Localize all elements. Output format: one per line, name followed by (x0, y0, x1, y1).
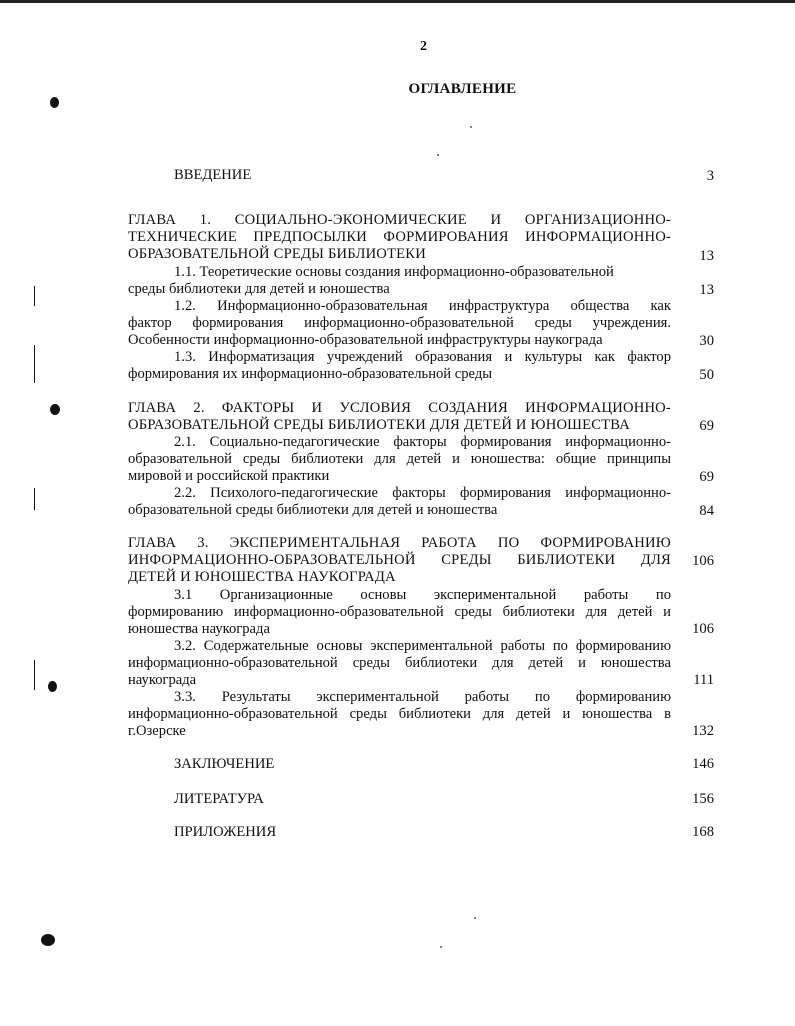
toc-entry-introduction (174, 167, 574, 184)
toc-entry-label: ЗАКЛЮЧЕНИЕ (174, 756, 275, 772)
toc-entry-label: ПРИЛОЖЕНИЯ (174, 824, 277, 840)
section-title-line: информационно-образовательной среды библиотеки для детей и юношества (128, 655, 671, 671)
punch-hole-mark (50, 97, 59, 108)
toc-section-3-3 (128, 689, 671, 740)
toc-entry-label: ВВЕДЕНИЕ (174, 167, 252, 183)
toc-page-number: 30 (699, 333, 714, 349)
section-title-line: 1.3. Информатизация учреждений образования и культуры как фактор (174, 349, 671, 365)
toc-entry-literature (174, 791, 574, 808)
section-title-line: 2.2. Психолого-педагогические факторы формирования информационно- (174, 485, 671, 501)
scan-line-mark (34, 488, 35, 510)
section-title-line: Особенности информационно-образовательной инфраструктуры наукограда (128, 332, 603, 348)
section-title-line: формирования их информационно-образовательной среды (128, 366, 493, 382)
toc-page-number: 168 (692, 824, 714, 840)
chapter-title-line: ГЛАВА 2. ФАКТОРЫ И УСЛОВИЯ СОЗДАНИЯ ИНФОРМАЦИОННО- (128, 400, 671, 416)
toc-section-1-2 (128, 298, 671, 349)
section-title-line: мировой и российской практики (128, 468, 330, 484)
section-title-line: информационно-образовательной среды библиотеки для детей и юношества в (128, 706, 671, 722)
scan-speck (474, 917, 476, 919)
toc-chapter-3 (128, 535, 671, 586)
section-title-line: 3.3. Результаты экспериментальной работы по формированию (174, 689, 671, 705)
toc-page-number: 13 (699, 248, 714, 264)
toc-section-2-1 (128, 434, 671, 485)
section-title-line: формированию информационно-образовательной среды библиотеки для детей и (128, 604, 671, 620)
scan-line-mark (34, 286, 35, 306)
top-rule (0, 0, 795, 3)
chapter-title-line: ТЕХНИЧЕСКИЕ ПРЕДПОСЫЛКИ ФОРМИРОВАНИЯ ИНФОРМАЦИОННО- (128, 229, 671, 245)
toc-entry-appendices (174, 824, 574, 841)
toc-page-number: 84 (699, 503, 714, 519)
toc-page-number: 50 (699, 367, 714, 383)
toc-section-3-1 (128, 587, 671, 638)
toc-section-2-2 (128, 485, 671, 519)
chapter-title-line: ИНФОРМАЦИОННО-ОБРАЗОВАТЕЛЬНОЙ СРЕДЫ БИБЛИОТЕКИ ДЛЯ (128, 552, 671, 568)
toc-section-1-3 (128, 349, 671, 383)
section-title-line: 1.2. Информационно-образовательная инфраструктура общества как (174, 298, 671, 314)
toc-chapter-2 (128, 400, 671, 434)
chapter-title-line: ОБРАЗОВАТЕЛЬНОЙ СРЕДЫ БИБЛИОТЕКИ ДЛЯ ДЕТЕЙ И ЮНОШЕСТВА (128, 417, 631, 433)
scan-line-mark (34, 345, 35, 383)
chapter-title-line: ГЛАВА 3. ЭКСПЕРИМЕНТАЛЬНАЯ РАБОТА ПО ФОРМИРОВАНИЮ (128, 535, 671, 551)
page-title: ОГЛАВЛЕНИЕ (408, 81, 517, 97)
section-title-line: г.Озерске (128, 723, 186, 739)
section-title-line: 3.2. Содержательные основы экспериментальной работы по формированию (174, 638, 671, 654)
toc-section-3-2 (128, 638, 671, 689)
toc-page-number: 156 (692, 791, 714, 807)
toc-page-number: 111 (693, 672, 714, 688)
section-title-line: 3.1 Организационные основы экспериментальной работы по (174, 587, 671, 603)
section-title-line: среды библиотеки для детей и юношества (128, 281, 390, 297)
scan-speck (437, 154, 439, 156)
section-title-line: образовательной среды библиотеки для детей и юношества: общие принципы (128, 451, 671, 467)
toc-entry-label: ЛИТЕРАТУРА (174, 791, 264, 807)
scan-line-mark (34, 660, 35, 690)
section-title-line: образовательной среды библиотеки для детей и юношества (128, 502, 498, 518)
section-title-line: 1.1. Теоретические основы создания информационно-образовательной (174, 264, 614, 280)
punch-hole-mark (50, 404, 60, 415)
toc-page-number: 132 (692, 723, 714, 739)
toc-page-number: 106 (692, 553, 714, 569)
chapter-title-line: ГЛАВА 1. СОЦИАЛЬНО-ЭКОНОМИЧЕСКИЕ И ОРГАНИЗАЦИОННО- (128, 212, 671, 228)
section-title-line: юношества наукограда (128, 621, 270, 637)
toc-page-number: 3 (706, 168, 714, 184)
toc-chapter-1 (128, 212, 671, 263)
scan-speck (470, 126, 472, 128)
section-title-line: 2.1. Социально-педагогические факторы формирования информационно- (174, 434, 671, 450)
toc-page-number: 69 (699, 418, 714, 434)
punch-hole-mark (48, 681, 57, 692)
toc-section-1-1 (128, 264, 671, 298)
page-number: 2 (420, 39, 427, 54)
toc-page-number: 69 (699, 469, 714, 485)
chapter-title-line: ДЕТЕЙ И ЮНОШЕСТВА НАУКОГРАДА (128, 569, 396, 585)
chapter-title-line: ОБРАЗОВАТЕЛЬНОЙ СРЕДЫ БИБЛИОТЕКИ (128, 246, 426, 262)
section-title-line: наукограда (128, 672, 197, 688)
toc-page-number: 146 (692, 756, 714, 772)
scan-speck (440, 946, 442, 948)
punch-hole-mark (41, 934, 55, 946)
toc-page-number: 13 (699, 282, 714, 298)
section-title-line: фактор формирования информационно-образовательной среды учреждения. (128, 315, 671, 331)
toc-page-number: 106 (692, 621, 714, 637)
toc-entry-conclusion (174, 756, 574, 773)
